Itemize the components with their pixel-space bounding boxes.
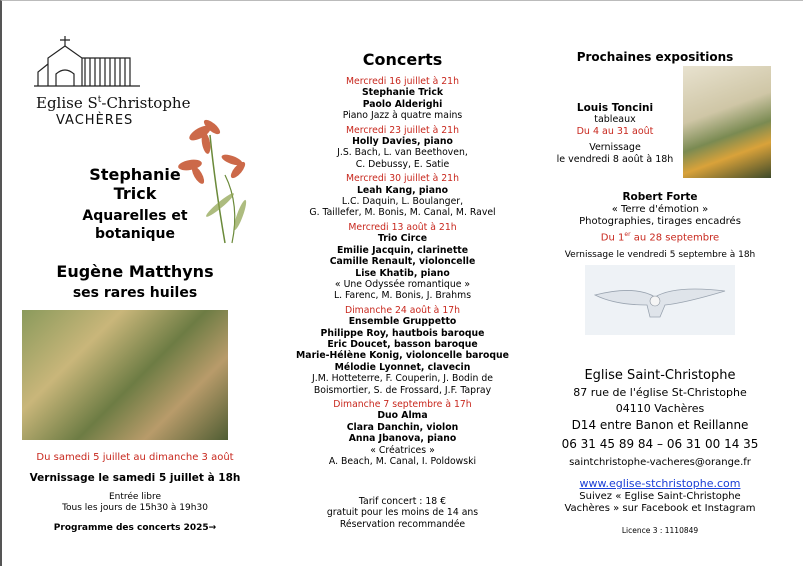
concert-item — [275, 399, 530, 467]
logo-text-line2: VACHÈRES — [56, 113, 134, 128]
expo2-block — [535, 191, 785, 262]
contact-block — [535, 367, 785, 539]
tarif-line1: Tarif concert : 18 € — [358, 496, 447, 507]
concert-date: Mercredi 13 août à 21h — [348, 221, 457, 233]
address-directions: D14 entre Banon et Reillanne — [571, 418, 749, 432]
address-street: 87 rue de l'église St-Christophe — [573, 386, 747, 399]
concert-performer: Emilie Jacquin, clarinette — [336, 244, 469, 256]
artist1-description — [20, 207, 250, 243]
concert-program: J.S. Bach, L. van Beethoven, — [337, 147, 468, 159]
artist2-description: ses rares huiles — [72, 285, 198, 301]
owl-photograph-image — [585, 265, 735, 335]
concert-program: L.C. Daquin, L. Boulanger, — [341, 196, 464, 208]
concert-date: Dimanche 24 août à 17h — [344, 304, 461, 316]
email-address[interactable]: saintchristophe-vacheres@orange.fr — [569, 457, 751, 468]
address-city: 04110 Vachères — [615, 402, 705, 415]
concert-list — [275, 76, 530, 470]
expo1-type: tableaux — [594, 114, 636, 125]
concert-program: « Une Odyssée romantique » — [334, 278, 471, 290]
tarif-info — [275, 496, 530, 530]
concert-program: G. Taillefer, M. Bonis, M. Canal, M. Ravel — [309, 207, 496, 219]
exhibition-dates: Du samedi 5 juillet au dimanche 3 août — [36, 452, 234, 463]
expo1-block — [545, 102, 685, 166]
expo2-dates: Du 1er au 28 septembre — [600, 230, 720, 243]
concerts-title: Concerts — [362, 50, 443, 69]
church-logo — [30, 28, 191, 128]
concert-performer: Philippe Roy, hautbois baroque — [320, 327, 485, 339]
expo2-type: Photographies, tirages encadrés — [579, 216, 741, 227]
concert-date: Dimanche 7 septembre à 17h — [333, 398, 472, 410]
church-name: Eglise Saint-Christophe — [584, 368, 736, 383]
concert-date: Mercredi 30 juillet à 21h — [346, 173, 459, 185]
expo1-name: Louis Toncini — [576, 102, 654, 114]
concert-program: Piano Jazz à quatre mains — [342, 110, 463, 122]
entry-hours: Tous les jours de 15h30 à 19h30 — [62, 503, 208, 513]
phone-numbers: 06 31 45 89 84 – 06 31 00 14 35 — [561, 437, 759, 451]
programme-link[interactable]: Programme des concerts 2025→ — [53, 523, 217, 533]
social-line1: Suivez « Eglise Saint-Christophe — [579, 491, 741, 502]
concert-program: A. Beach, M. Canal, I. Poldowski — [328, 456, 477, 467]
artist1-desc-line2: botanique — [94, 226, 176, 242]
artist2-name: Eugène Matthyns — [56, 262, 214, 281]
concert-date: Mercredi 16 juillet à 21h — [346, 76, 459, 87]
concert-item — [275, 76, 530, 122]
artist1-name-line1: Stephanie — [89, 165, 181, 184]
concert-item — [275, 222, 530, 302]
website-link[interactable]: www.eglise-stchristophe.com — [579, 477, 741, 490]
concert-performer: Mélodie Lyonnet, clavecin — [334, 361, 471, 373]
expo2-title: « Terre d'émotion » — [611, 203, 709, 215]
concert-performer: Paolo Alderighi — [362, 98, 443, 110]
tarif-line2: gratuit pour les moins de 14 ans — [326, 507, 479, 519]
expo1-vernissage-date: le vendredi 8 août à 18h — [556, 154, 674, 165]
concert-performer: Leah Kang, piano — [357, 184, 448, 196]
expo1-vernissage-label: Vernissage — [589, 142, 641, 153]
concert-performer: Clara Danchin, violon — [346, 421, 459, 433]
concert-performer: Duo Alma — [377, 410, 428, 422]
concert-performer: Anna Jbanova, piano — [348, 433, 457, 445]
concert-performer: Holly Davies, piano — [352, 136, 453, 148]
concert-item — [275, 173, 530, 219]
concert-program: « Créatrices » — [370, 444, 435, 456]
concert-program: J.M. Hotteterre, F. Couperin, J. Bodin de — [312, 373, 493, 385]
licence-number: Licence 3 : 1110849 — [621, 526, 699, 535]
concert-performer: Eric Doucet, basson baroque — [327, 338, 478, 350]
concert-program: Boismortier, S. de Frossard, J.F. Tapray — [313, 384, 492, 396]
expo2-name: Robert Forte — [622, 191, 698, 203]
expo1-dates: Du 4 au 31 août — [576, 126, 654, 137]
concert-date: Mercredi 23 juillet à 21h — [346, 124, 459, 136]
concert-performer: Camille Renault, violoncelle — [329, 256, 476, 268]
vernissage-text: Vernissage le samedi 5 juillet à 18h — [29, 472, 241, 484]
entry-line1: Entrée libre — [108, 492, 162, 502]
expo2-vernissage: Vernissage le vendredi 5 septembre à 18h — [564, 250, 756, 261]
concert-performer: Marie-Hélène Konig, violoncelle baroque — [296, 350, 509, 362]
concert-program: C. Debussy, E. Satie — [355, 158, 450, 170]
social-line2: Vachères » sur Facebook et Instagram — [564, 503, 756, 514]
still-life-painting-image — [683, 66, 771, 178]
artist1-desc-line1: Aquarelles et — [82, 208, 188, 224]
concert-performer: Lise Khatib, piano — [355, 267, 450, 279]
entry-info — [20, 492, 250, 514]
artist1-name-line2: Trick — [113, 184, 157, 203]
concert-program: L. Farenc, M. Bonis, J. Brahms — [333, 290, 472, 302]
concert-performer: Stephanie Trick — [361, 87, 444, 99]
artist1-name — [20, 165, 250, 203]
concert-performer: Trio Circe — [377, 233, 428, 245]
expositions-title: Prochaines expositions — [576, 50, 734, 64]
tarif-line3: Réservation recommandée — [339, 518, 466, 530]
concert-item — [275, 125, 530, 171]
concert-item — [275, 305, 530, 396]
logo-text-line1: Eglise $S^t$-Christophe — [36, 94, 191, 112]
landscape-painting-image — [22, 310, 228, 440]
concert-performer: Ensemble Gruppetto — [348, 316, 457, 328]
